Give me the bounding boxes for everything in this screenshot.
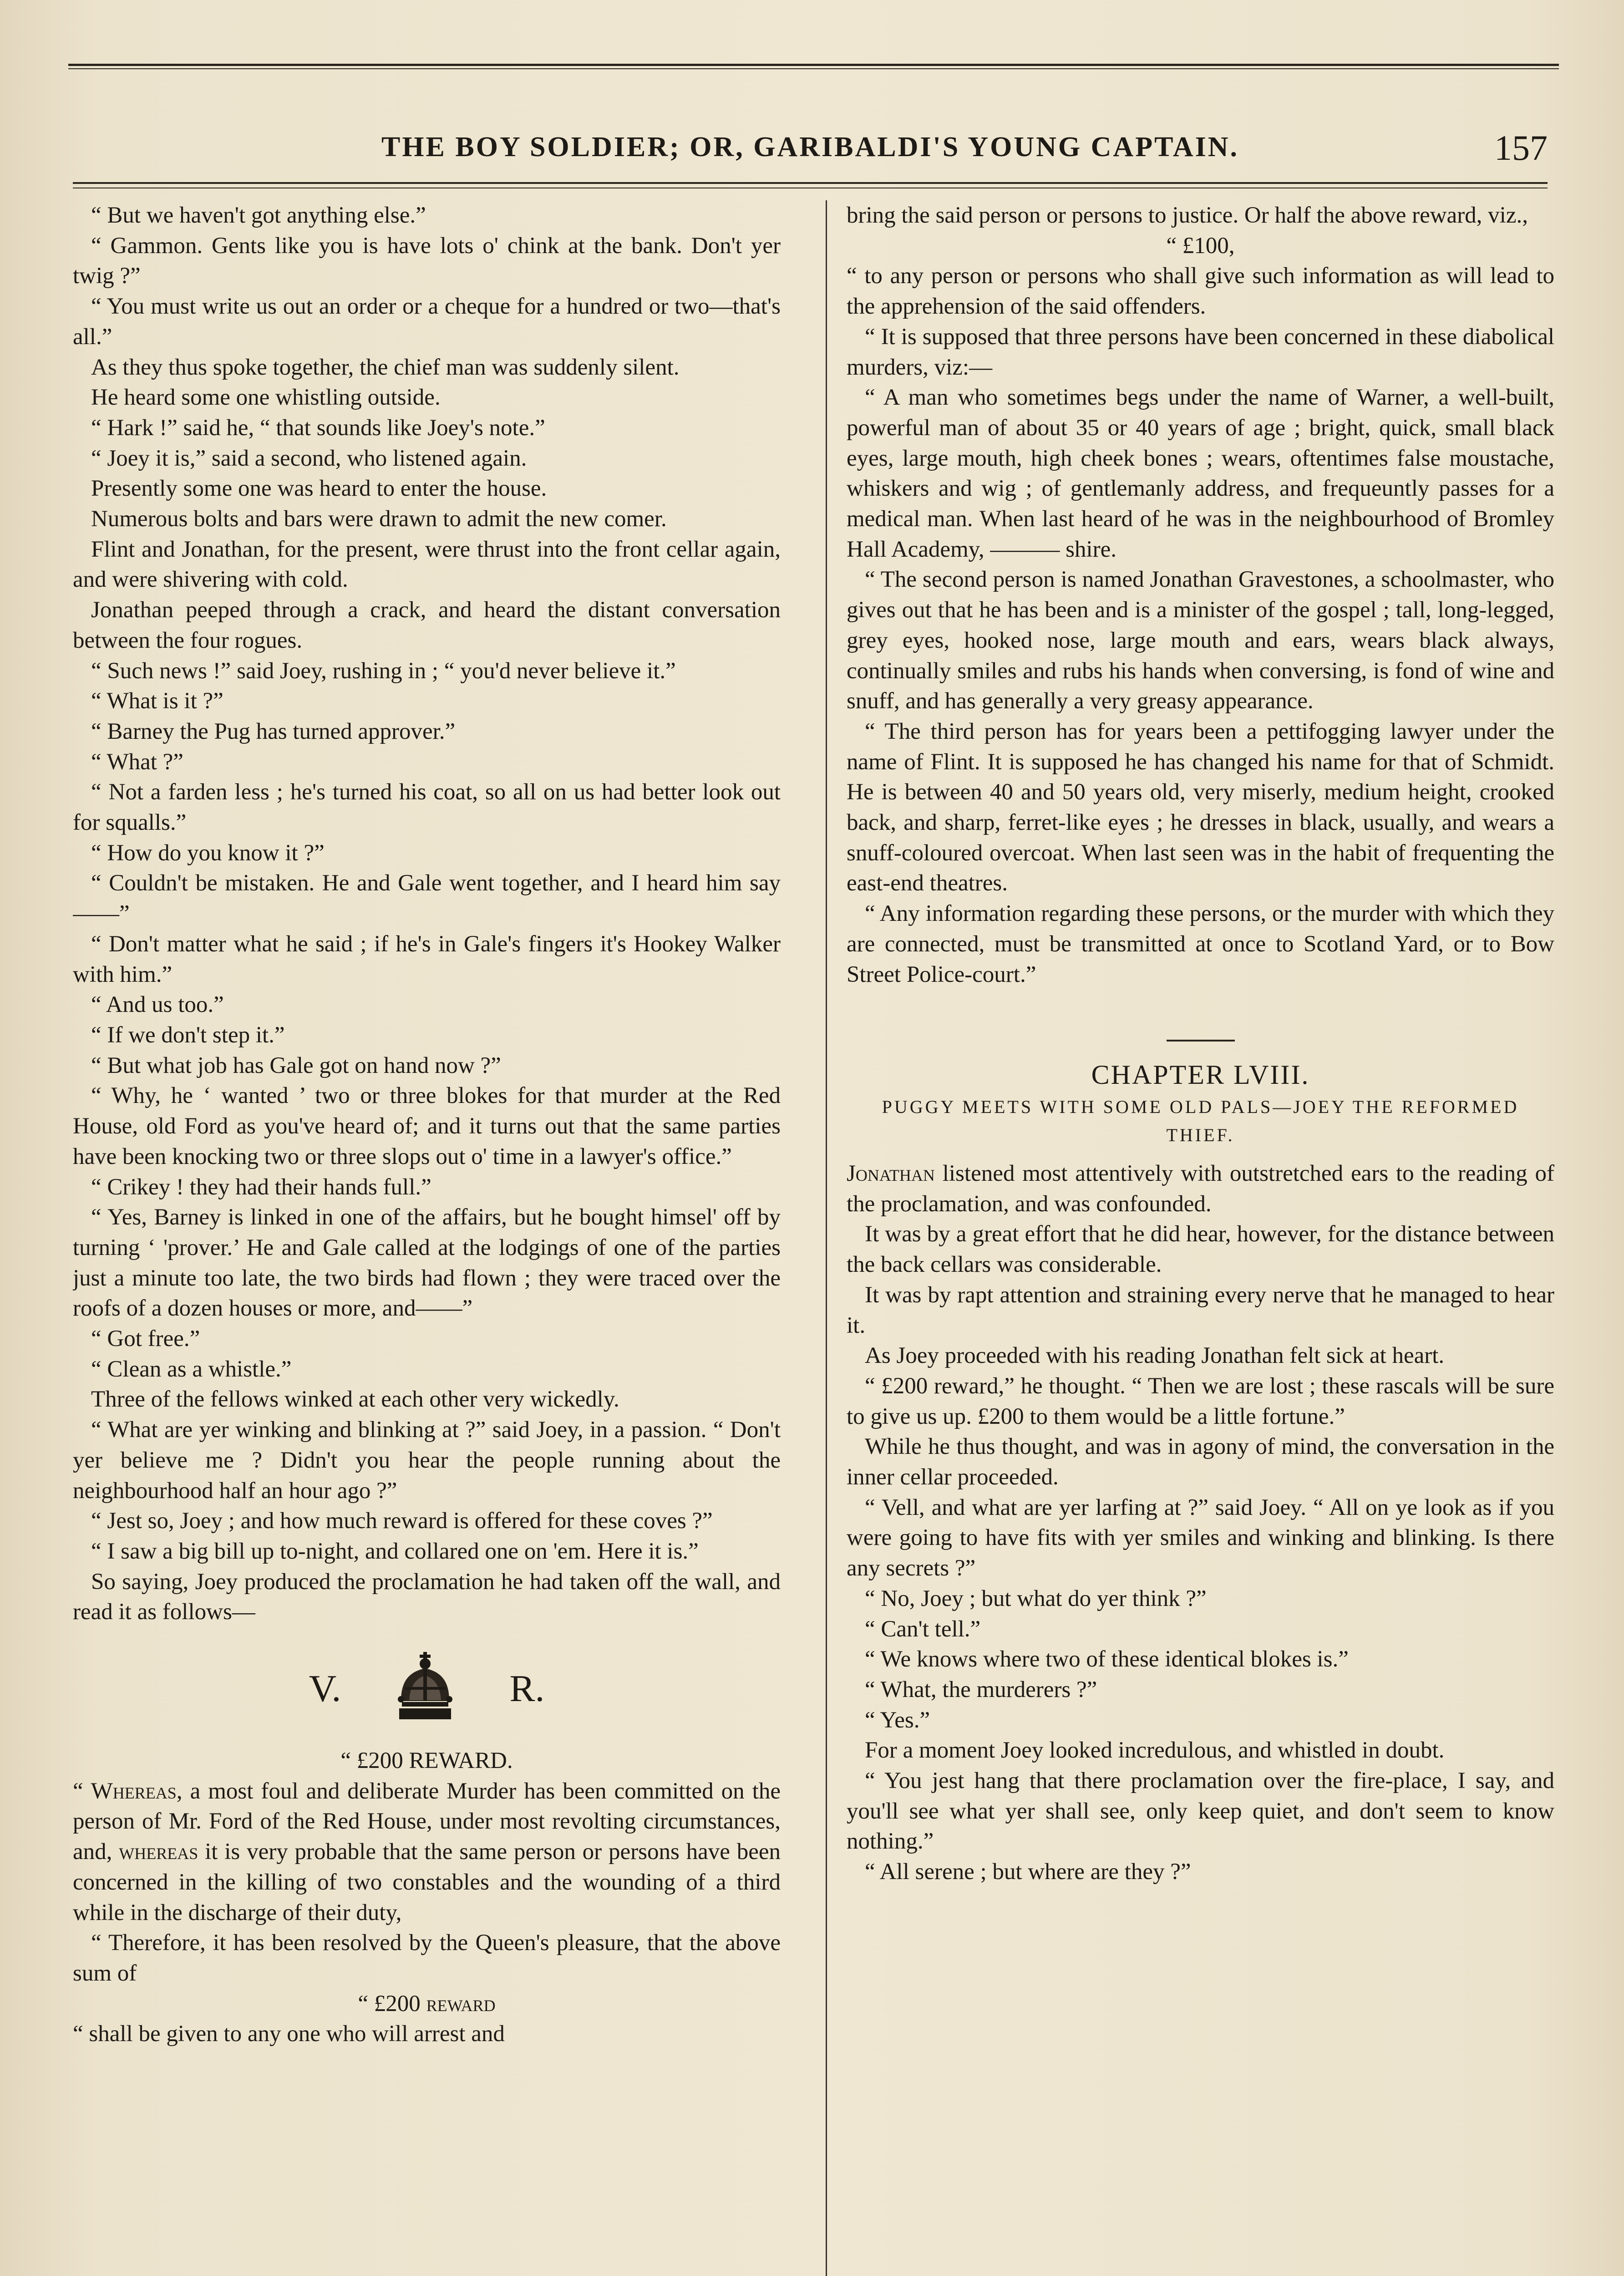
paragraph: “ I saw a big bill up to-night, and collared one on 'em. Here it is.” [91,1538,699,1564]
chapter-first-paragraph [847,1158,1554,1219]
cipher-letter-v: V. [309,1667,341,1710]
hundred-reward-line: “ £100, [1166,233,1235,259]
paragraph: “ What is it ?” [91,688,223,714]
crown-icon [391,1650,459,1727]
whereas-word: Whereas [91,1778,177,1804]
paragraph: “ Clean as a whistle.” [91,1356,292,1382]
first-word: Jonathan [847,1160,935,1186]
paragraph: “ How do you know it ?” [91,840,325,866]
paragraph: “ But we haven't got anything else.” [91,203,426,228]
page-title: THE BOY SOLDIER; OR, GARIBALDI'S YOUNG CAPTAIN. [381,131,1239,163]
paragraph: “ Can't tell.” [865,1616,981,1642]
paragraph: “ No, Joey ; but what do yer think ?” [865,1585,1207,1611]
paragraph: “ A man who sometimes begs under the name of Warner, a well-built, powerful man of about 35 or 40 years of age ; bright, quick, small black eyes, large mouth, high cheek bones ; wears, oftentimes false moustache, whiskers and wig ; of gentlemanly address, and frequeuntly passes for a medical man. When last heard of he was in the neighbourhood of Bromley Hall Academy, ——— shire. [847,385,1554,562]
paragraph: While he thus thought, and was in agony of mind, the conversation in the inner cellar proceeded. [847,1434,1554,1490]
paragraph: “ The third person has for years been a pettifogging lawyer under the name of Flint. It is supposed he has changed his name for that of Schmidt. He is between 40 and 50 years old, very miserly, medium height, crooked back, and sharp, ferret-like eyes ; he dresses in black, usually, and wears a snuff-coloured overcoat. When last seen was in the habit of frequenting the east-end theatres. [847,718,1554,896]
reward-word: reward [426,1991,496,2017]
paragraph: “ And us too.” [91,992,224,1018]
paragraph: “ What ?” [91,749,183,775]
paragraph: “ If we don't step it.” [91,1022,285,1048]
paragraph: He heard some one whistling outside. [91,385,441,411]
top-border-rule [68,64,1559,66]
paragraph: Jonathan peeped through a crack, and heard the distant conversation between the four rogues. [73,597,781,653]
section-separator [847,1040,1554,1041]
paragraph: “ You must write us out an order or a cheque for a hundred or two—that's all.” [73,294,781,350]
paragraph: “ Crikey ! they had their hands full.” [91,1174,431,1200]
paragraph: “ Jest so, Joey ; and how much reward is offered for these coves ?” [91,1508,713,1534]
paragraph: “ Vell, and what are yer larfing at ?” said Joey. “ All on ye look as if you were going to have fits with yer smiles and winking and blinking. Is there any secrets ?” [847,1494,1554,1581]
right-column [847,200,1554,2276]
chapter-subtitle: PUGGY MEETS WITH SOME OLD PALS—JOEY THE REFORMED THIEF. [882,1096,1519,1145]
paragraph: Three of the fellows winked at each other very wickedly. [91,1387,619,1412]
paragraph: As they thus spoke together, the chief man was suddenly silent. [91,354,680,380]
paragraph: “ What, the murderers ?” [865,1677,1097,1702]
left-column [73,200,781,2276]
paragraph: “ £200 reward,” he thought. “ Then we are lost ; these rascals will be sure to give us up. £200 to them would be a little fortune.” [847,1373,1554,1429]
paragraph: Numerous bolts and bars were drawn to admit the new comer. [91,506,667,532]
paragraph: “ What are yer winking and blinking at ?” said Joey, in a passion. “ Don't yer believe me ? Didn't you hear the people running about the neighbourhood half an hour ago ?” [73,1417,781,1504]
paragraph: It was by a great effort that he did hear, however, for the distance between the back cellars was considerable. [847,1221,1554,1278]
proclamation-therefore: “ Therefore, it has been resolved by the Queen's pleasure, that the above sum of [73,1930,781,1986]
paragraph: “ But what job has Gale got on hand now ?” [91,1052,501,1078]
paragraph: “ Yes.” [865,1707,930,1733]
proclamation-paragraph: “ Whereas, a most foul and deliberate Murder has been committed on the person of Mr. Ford of the Red House, under most revolting circumstances, and, whereas it is very probable that the same person or persons have been concerned in the killing of two constables and the wounding of a third while in the discharge of their duty, [73,1778,781,1925]
paragraph: So saying, Joey produced the proclamation he had taken off the wall, and read it as follows— [73,1569,781,1625]
paragraph: Flint and Jonathan, for the present, were thrust into the front cellar again, and were shivering with cold. [73,536,781,593]
royal-cipher [73,1636,781,1741]
first-paragraph-text: listened most attentively with outstretched ears to the reading of the proclamation, and was confounded. [847,1160,1554,1217]
paragraph: “ Joey it is,” said a second, who listened again. [91,445,527,471]
paragraph: “ We knows where two of these identical blokes is.” [865,1646,1349,1672]
top-border-rule-thin [68,68,1559,69]
paragraph: “ It is supposed that three persons have been concerned in these diabolical murders, viz:— [847,324,1554,380]
paragraph: “ Barney the Pug has turned approver.” [91,718,456,744]
paragraph: It was by rapt attention and straining every nerve that he managed to hear it. [847,1282,1554,1338]
paragraph: “ to any person or persons who shall give such information as will lead to the apprehension of the said offenders. [847,263,1554,320]
reward-heading: “ £200 REWARD. [340,1748,513,1774]
paragraph: “ Gammon. Gents like you is have lots o' chink at the bank. Don't yer twig ?” [73,233,781,289]
paragraph: “ Why, he ‘ wanted ’ two or three blokes for that murder at the Red House, old Ford as you've heard of; and it turns out that the same parties have been knocking two or three slops out o' time in a lawyer's office.” [73,1083,781,1169]
paragraph: “ Yes, Barney is linked in one of the affairs, but he bought himsel' off by turning ‘ 'prover.’ He and Gale called at the lodgings of one of the parties just a minute too late, the two birds had flown ; they were traced over the roofs of a dozen houses or more, and——” [73,1204,781,1321]
proclamation-last-line: “ shall be given to any one who will arrest and [73,2021,505,2047]
paragraph: As Joey proceeded with his reading Jonathan felt sick at heart. [865,1343,1445,1369]
column-divider [826,200,827,2276]
paragraph: Presently some one was heard to enter the house. [91,476,547,502]
paragraph: “ All serene ; but where are they ?” [865,1859,1191,1885]
paragraph: “ Got free.” [91,1326,200,1352]
reward-amount: “ £200 [358,1991,421,2017]
paragraph: “ The second person is named Jonathan Gravestones, a schoolmaster, who gives out that he has been and is a minister of the gospel ; tall, long-legged, grey eyes, hooked nose, large mouth and ears, wears black always, continually smiles and rubs his hands when conversing, is fond of wine and snuff, and has generally a very greasy appearance. [847,567,1554,714]
proclamation-text-2: it is very probable that the same person or persons have been concerned in the killing of two constables and the wounding of a third while in the discharge of their duty, [73,1839,781,1925]
reward-line [73,1989,781,2019]
paragraph: “ Any information regarding these persons, or the murder with which they are connected, must be transmitted at once to Scotland Yard, or to Bow Street Police-court.” [847,901,1554,987]
page-number: 157 [1494,128,1548,168]
chapter-title: CHAPTER LVIII. [1091,1060,1310,1090]
paragraph: “ Such news !” said Joey, rushing in ; “ you'd never believe it.” [91,658,676,684]
cipher-letter-r: R. [509,1667,545,1710]
header-rule [73,182,1548,184]
paragraph: “ Couldn't be mistaken. He and Gale went together, and I heard him say——” [73,870,781,927]
whereas-word-inline: whereas [119,1839,198,1865]
paragraph: “ Not a farden less ; he's turned his coat, so all on us had better look out for squalls.” [73,779,781,836]
proclamation-text: , a most foul and deliberate Murder has been committed on the person of Mr. Ford of the Red House, under most revolting circumstances, and, [73,1778,781,1865]
paragraph: “ You jest hang that there proclamation over the fire-place, I say, and you'll see what yer shall see, only keep quiet, and don't seem to know nothing.” [847,1768,1554,1854]
paragraph: For a moment Joey looked incredulous, and whistled in doubt. [865,1737,1445,1763]
paragraph: “ Don't matter what he said ; if he's in Gale's fingers it's Hookey Walker with him.” [73,931,781,987]
running-header [73,117,1548,177]
paragraph: “ Hark !” said he, “ that sounds like Joey's note.” [91,415,545,441]
paragraph: bring the said person or persons to justice. Or half the above reward, viz., [847,203,1528,228]
